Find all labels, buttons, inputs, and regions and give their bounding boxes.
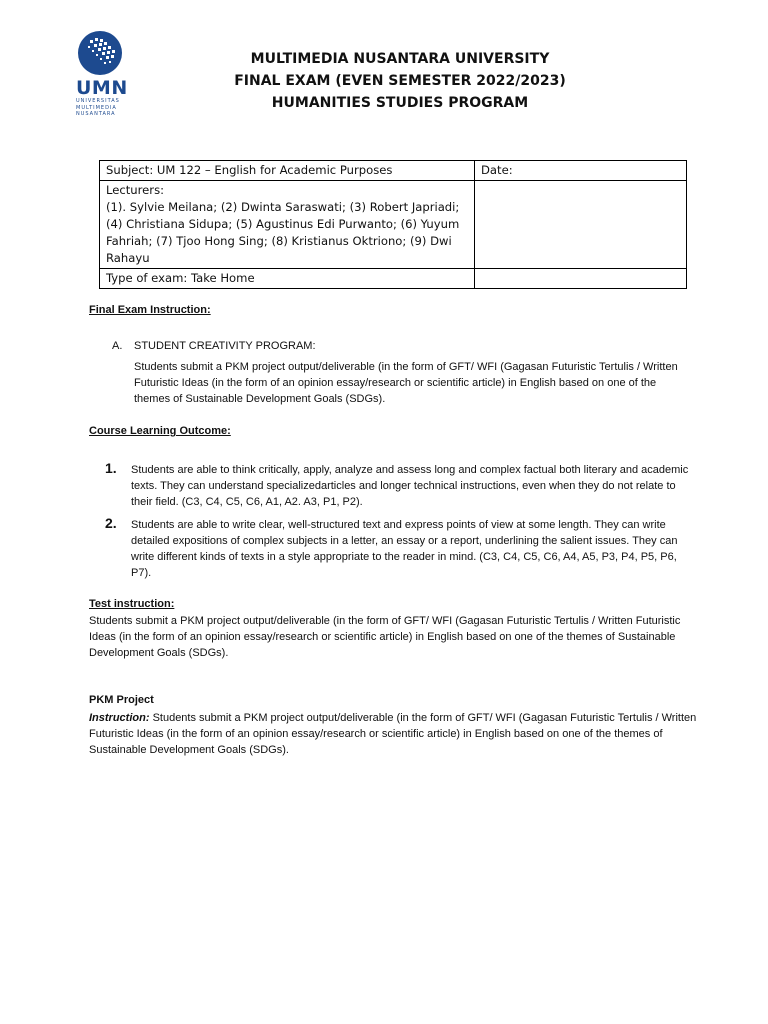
lecturers-cell: [100, 181, 475, 269]
clo-item-1-number: 1.: [105, 460, 117, 476]
logo-sub-1: UNIVERSITAS: [76, 98, 120, 104]
umn-globe-icon: [76, 30, 124, 76]
logo-name: UMN: [76, 77, 128, 99]
item-a-marker: A.: [112, 340, 123, 352]
pkm-text: Students submit a PKM project output/deliverable (in the form of GFT/ WFI (Gagasan Futuristic Tertulis / Written Futuristic Ideas (in the form of an opinion essay/research or scientific article) in English based on one of the themes of Sustainable Development Goals (SDGs).: [89, 712, 697, 756]
header-program: HUMANITIES STUDIES PROGRAM: [271, 95, 529, 111]
header-university: MULTIMEDIA NUSANTARA UNIVERSITY: [250, 51, 550, 67]
umn-logo: [76, 30, 126, 118]
header-exam: FINAL EXAM (EVEN SEMESTER 2022/2023): [234, 73, 566, 89]
pkm-paragraph: [89, 710, 697, 758]
document-header: [200, 48, 600, 114]
test-text: Students submit a PKM project output/deliverable (in the form of GFT/ WFI (Gagasan Futuristic Tertulis / Written Futuristic Ideas (in the form of an opinion essay/research or scientific article) in English based on one of the themes of Sustainable Development Goals (SDGs).: [89, 615, 681, 659]
final-exam-heading: Final Exam Instruction:: [89, 304, 211, 316]
exam-type-cell: Type of exam: Take Home: [100, 269, 475, 289]
pkm-instruction-label: Instruction:: [89, 712, 150, 724]
test-heading: Test instruction:: [89, 598, 175, 610]
clo-item-1-text: Students are able to think critically, apply, analyze and assess long and complex factual both literary and academic texts. They can understand specializedarticles and longer technical instructions, even when they do not relate to their field. (C3, C4, C5, C6, A1, A2. A3, P1, P2).: [131, 464, 689, 508]
clo-item-2-text: Students are able to write clear, well-structured text and express points of view at some length. They can write detailed expositions of complex subjects in a letter, an essay or a report, underlining the salient issues. They can write different kinds of texts in a style appropriate to the reader in mind. (C3, C4, C5, C6, A4, A5, P3, P4, P5, P6, P7).: [131, 519, 678, 579]
exam-info-table: [99, 160, 687, 289]
pkm-heading: PKM Project: [89, 694, 154, 706]
subject-cell: Subject: UM 122 – English for Academic Purposes: [100, 161, 475, 181]
lecturers-list: (1). Sylvie Meilana; (2) Dwinta Saraswati; (3) Robert Japriadi; (4) Christiana Sidupa; (5) Agustinus Edi Purwanto; (6) Yuyum Fahriah; (7) Tjoo Hong Sing; (8) Kristianus Oktriono; (9) Dwi Rahayu: [106, 200, 460, 265]
lecturers-empty-cell: [475, 181, 687, 269]
lecturers-label: Lecturers:: [106, 183, 165, 197]
logo-sub-2: MULTIMEDIA: [76, 104, 117, 111]
item-a-title: STUDENT CREATIVITY PROGRAM:: [134, 340, 316, 352]
item-a-text: Students submit a PKM project output/deliverable (in the form of GFT/ WFI (Gagasan Futuristic Tertulis / Written Futuristic Ideas (in the form of an opinion essay/research or scientific article) in English based on one of the themes of Sustainable Development Goals (SDGs).: [134, 361, 678, 405]
clo-item-2-number: 2.: [105, 515, 117, 531]
exam-type-empty-cell: [475, 269, 687, 289]
logo-sub-3: NUSANTARA: [76, 111, 116, 117]
date-cell: Date:: [475, 161, 687, 181]
clo-heading: Course Learning Outcome:: [89, 425, 231, 437]
